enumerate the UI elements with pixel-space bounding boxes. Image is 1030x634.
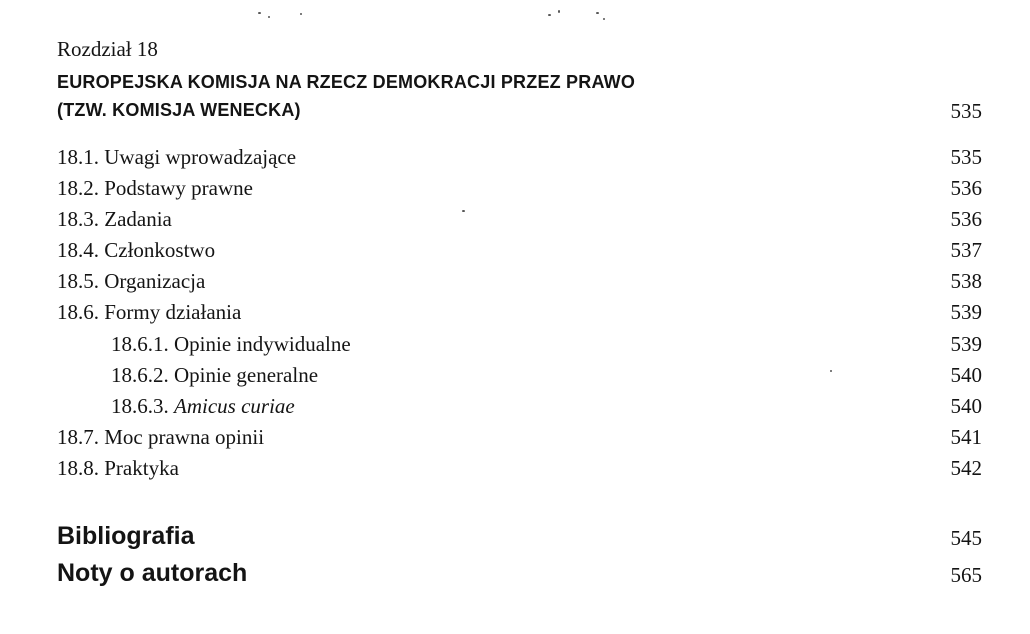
toc-entry: [57, 267, 982, 295]
toc-entry-number: 18.5.: [57, 269, 99, 293]
toc-entry-number: 18.2.: [57, 176, 99, 200]
scan-speck: [268, 16, 270, 18]
toc-entry-title: Uwagi wprowadzające: [104, 145, 297, 169]
authors-notes-title: Noty o autorach: [57, 559, 248, 587]
toc-entry-number: 18.1.: [57, 145, 99, 169]
toc-entry-number: 18.3.: [57, 207, 99, 231]
toc-entry-title: Formy działania: [104, 300, 242, 324]
toc-entry-title: Organizacja: [104, 269, 206, 293]
toc-subentry: [57, 392, 982, 420]
toc-entry: [57, 205, 982, 233]
chapter-title-line-2: (TZW. KOMISJA WENECKA): [57, 100, 301, 120]
toc-entry-number: 18.6.1.: [111, 332, 169, 356]
toc-entry-number: 18.6.2.: [111, 363, 169, 387]
toc-entry-page: 539: [950, 332, 982, 356]
toc-entry: [57, 143, 982, 171]
bibliography-title: Bibliografia: [57, 522, 195, 550]
toc-entry-page: 540: [950, 363, 982, 387]
toc-entry-title: Praktyka: [104, 456, 179, 480]
scan-speck: [548, 14, 551, 16]
toc-entry-title: Amicus curiae: [174, 394, 295, 418]
toc-authors-entry: [57, 556, 982, 590]
toc-entry-page: 542: [950, 456, 982, 480]
toc-entry-number: 18.8.: [57, 456, 99, 480]
scan-speck: [258, 12, 261, 14]
toc-bibliography-entry: [57, 519, 982, 553]
toc-subentry: [57, 361, 982, 389]
bibliography-page: 545: [950, 526, 982, 550]
toc-entry: [57, 236, 982, 264]
scan-speck: [300, 13, 302, 15]
toc-entry-title: Opinie generalne: [174, 363, 319, 387]
chapter-page-number: 535: [950, 99, 982, 123]
toc-entry-title: Podstawy prawne: [104, 176, 253, 200]
toc-entry-title: Zadania: [104, 207, 172, 231]
toc-entry-number: 18.4.: [57, 238, 99, 262]
toc-entry: [57, 298, 982, 326]
toc-entry-page: 541: [950, 425, 982, 449]
toc-entry-page: 540: [950, 394, 982, 418]
toc-entry-page: 537: [950, 238, 982, 262]
toc-entry-page: 536: [950, 207, 982, 231]
authors-notes-page: 565: [950, 563, 982, 587]
toc-entry: [57, 454, 982, 482]
chapter-title: [57, 68, 635, 124]
chapter-label: Rozdział 18: [57, 37, 158, 61]
toc-entry: [57, 423, 982, 451]
scan-speck: [558, 10, 560, 13]
toc-entry-page: 536: [950, 176, 982, 200]
toc-subentry: [57, 330, 982, 358]
toc-entry-page: 538: [950, 269, 982, 293]
toc-entry-page: 539: [950, 300, 982, 324]
toc-entry-number: 18.7.: [57, 425, 99, 449]
toc-entry-title: Opinie indywidualne: [174, 332, 351, 356]
chapter-title-line-1: EUROPEJSKA KOMISJA NA RZECZ DEMOKRACJI PRZEZ PRAWO: [57, 72, 636, 92]
toc-entry: [57, 174, 982, 202]
toc-entry-page: 535: [950, 145, 982, 169]
scan-speck: [596, 12, 599, 14]
toc-entry-title: Moc prawna opinii: [104, 425, 265, 449]
scan-speck: [603, 18, 605, 20]
toc-entry-number: 18.6.: [57, 300, 99, 324]
toc-entry-number: 18.6.3.: [111, 394, 169, 418]
toc-entry-title: Członkostwo: [104, 238, 216, 262]
